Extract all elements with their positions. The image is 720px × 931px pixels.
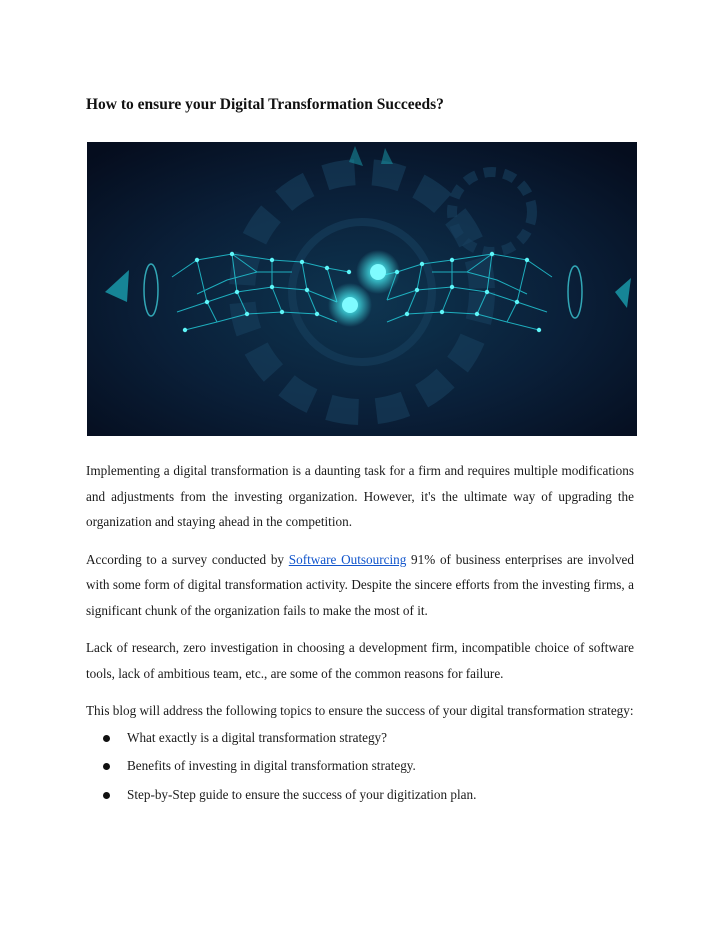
list-item <box>86 724 634 753</box>
software-outsourcing-link[interactable]: Software Outsourcing <box>288 551 407 567</box>
topic-text: What exactly is a digital transformation strategy? <box>127 729 387 745</box>
paragraph-failure-reasons: Lack of research, zero investigation in choosing a development firm, incompatible choice of software tools, lack of ambitious team, etc., are some of the common reasons for failure. <box>86 640 634 681</box>
article-body <box>86 458 634 809</box>
digital-hands-illustration <box>87 142 637 436</box>
survey-text-after: 91% of business enterprises are involved with some form of digital transformation activity. Despite the sincere efforts from the investing firms, a significant chunk of the organization fails to make the most of it. <box>86 551 634 618</box>
paragraph-survey <box>86 547 634 624</box>
topic-text: Step-by-Step guide to ensure the success of your digitization plan. <box>127 786 477 802</box>
topics-list <box>86 724 634 810</box>
page-title: How to ensure your Digital Transformation Succeeds? <box>86 96 444 113</box>
hero-image <box>87 142 637 436</box>
list-item <box>86 781 634 810</box>
list-item <box>86 752 634 781</box>
bullet-icon <box>103 735 110 742</box>
topic-text: Benefits of investing in digital transformation strategy. <box>127 758 416 773</box>
paragraph-intro: Implementing a digital transformation is a daunting task for a firm and requires multiple modifications and adjustments from the investing organization. However, it's the ultimate way of upgrading the organization and staying ahead in the competition. <box>86 463 634 529</box>
bullet-icon <box>103 763 110 770</box>
survey-text-before: According to a survey conducted by <box>86 551 289 567</box>
paragraph-topics-intro: This blog will address the following topics to ensure the success of your digital transformation strategy: <box>86 703 634 718</box>
bullet-icon <box>103 792 110 799</box>
